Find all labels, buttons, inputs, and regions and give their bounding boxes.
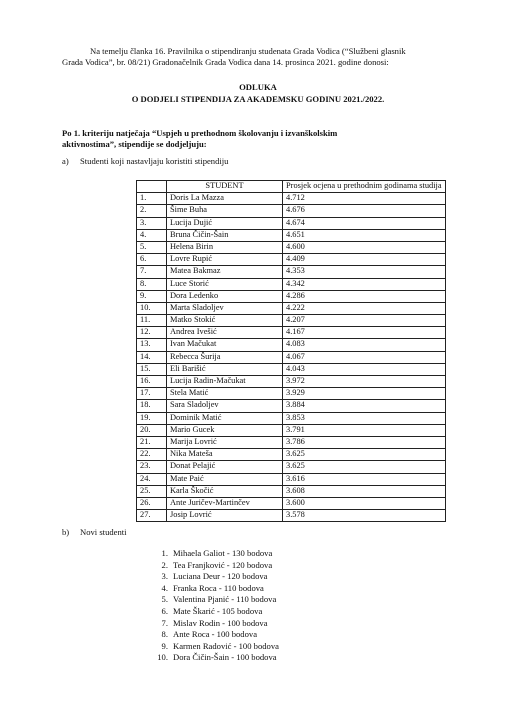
student-name: Josip Lovrić <box>167 510 283 522</box>
grade-average: 4.676 <box>283 205 446 217</box>
table-row <box>137 473 446 485</box>
new-students-list <box>146 548 279 664</box>
grade-average: 4.222 <box>283 302 446 314</box>
table-body <box>137 193 446 522</box>
row-number: 23. <box>137 461 167 473</box>
table-row <box>137 510 446 522</box>
table-row <box>137 254 446 266</box>
row-number: 26. <box>137 497 167 509</box>
decision-subtitle: O DODJELI STIPENDIJA ZA AKADEMSKU GODINU 2021./2022. <box>131 94 385 104</box>
table-row <box>137 266 446 278</box>
list-item-text: Tea Franjković - 120 bodova <box>173 559 273 570</box>
grade-average: 4.207 <box>283 315 446 327</box>
list-item <box>146 652 279 664</box>
grade-average: 3.853 <box>283 412 446 424</box>
list-item-number: 1. <box>161 548 168 558</box>
student-name: Donat Pelajić <box>167 461 283 473</box>
list-item-text: Dora Čičin-Šain - 100 bodova <box>173 652 277 663</box>
student-name: Nika Mateša <box>167 449 283 461</box>
row-number: 27. <box>137 510 167 522</box>
student-name: Ivan Mačukat <box>167 339 283 351</box>
row-number: 17. <box>137 388 167 400</box>
table-row <box>137 327 446 339</box>
row-number: 19. <box>137 412 167 424</box>
table-row <box>137 229 446 241</box>
student-name: Bruna Čičin-Šain <box>167 229 283 241</box>
row-number: 6. <box>137 254 167 266</box>
table-row <box>137 217 446 229</box>
intro-line-1: Na temelju članka 16. Pravilnika o stipendiranju studenata Grada Vodica (“Službeni glasnik <box>90 46 406 56</box>
grade-average: 3.791 <box>283 424 446 436</box>
section-a-letter: a) <box>62 156 69 166</box>
list-item-number: 10. <box>157 652 168 663</box>
table-row <box>137 388 446 400</box>
student-name: Ante Juričev-Martinčev <box>167 497 283 509</box>
list-item <box>146 641 279 653</box>
row-number: 21. <box>137 436 167 448</box>
section-b-label: Novi studenti <box>80 527 127 537</box>
row-number: 18. <box>137 400 167 412</box>
student-name: Andrea Ivešić <box>167 327 283 339</box>
row-number: 5. <box>137 241 167 253</box>
grade-average: 3.625 <box>283 449 446 461</box>
list-item-text: Ante Roca - 100 bodova <box>173 629 258 640</box>
intro-line-2: Grada Vodica”, br. 08/21) Gradonačelnik Grada Vodica dana 14. prosinca 2021. godine donosi: <box>62 57 389 67</box>
criterion-line-1: Po 1. kriteriju natječaja “Uspjeh u prethodnom školovanju i izvanškolskim <box>62 128 338 138</box>
grade-average: 3.608 <box>283 485 446 497</box>
list-item-text: Mihaela Galiot - 130 bodova <box>173 548 273 558</box>
table-row <box>137 205 446 217</box>
list-item <box>146 629 279 641</box>
row-number: 8. <box>137 278 167 290</box>
list-item <box>146 583 279 595</box>
section-b-letter: b) <box>62 527 70 537</box>
row-number: 16. <box>137 376 167 388</box>
row-number: 7. <box>137 266 167 278</box>
grade-average: 3.929 <box>283 388 446 400</box>
list-item-text: Karmen Radović - 100 bodova <box>173 640 279 651</box>
list-item-number: 6. <box>161 605 168 616</box>
header-grade-average: Prosjek ocjena u prethodnim godinama studija <box>283 181 446 193</box>
grade-average: 4.674 <box>283 217 446 229</box>
row-number: 20. <box>137 424 167 436</box>
list-item <box>146 548 279 560</box>
row-number: 24. <box>137 473 167 485</box>
table-row <box>137 241 446 253</box>
table-row <box>137 278 446 290</box>
student-name: Luce Storić <box>167 278 283 290</box>
criterion-paragraph <box>62 128 442 150</box>
student-name: Matko Stokić <box>167 315 283 327</box>
row-number: 4. <box>137 229 167 241</box>
table-row <box>137 290 446 302</box>
list-item-text: Valentina Pjanić - 110 bodova <box>173 594 277 605</box>
student-name: Helena Birin <box>167 241 283 253</box>
grade-average: 3.884 <box>283 400 446 412</box>
row-number: 25. <box>137 485 167 497</box>
decision-title: ODLUKA <box>239 82 277 92</box>
grade-average: 3.616 <box>283 473 446 485</box>
table-row <box>137 315 446 327</box>
list-item-number: 2. <box>161 559 168 570</box>
student-name: Lucija Radin-Mačukat <box>167 376 283 388</box>
student-name: Mate Paić <box>167 473 283 485</box>
grade-average: 4.167 <box>283 327 446 339</box>
student-name: Sara Sladoljev <box>167 400 283 412</box>
list-item-number: 9. <box>161 640 168 651</box>
table-header-row <box>137 181 446 193</box>
header-number-cell <box>137 181 167 193</box>
table-row <box>137 363 446 375</box>
list-item-number: 3. <box>161 571 168 582</box>
grade-average: 4.353 <box>283 266 446 278</box>
header-student: STUDENT <box>167 181 283 193</box>
section-b-heading <box>62 528 127 538</box>
list-item <box>146 560 279 572</box>
grade-average: 3.578 <box>283 510 446 522</box>
grade-average: 4.286 <box>283 290 446 302</box>
table-row <box>137 412 446 424</box>
row-number: 10. <box>137 302 167 314</box>
table-row <box>137 424 446 436</box>
table-row <box>137 351 446 363</box>
table-row <box>137 302 446 314</box>
list-item-text: Mislav Rodin - 100 bodova <box>173 617 268 628</box>
row-number: 13. <box>137 339 167 351</box>
row-number: 2. <box>137 205 167 217</box>
grade-average: 4.083 <box>283 339 446 351</box>
table-row <box>137 436 446 448</box>
table-row <box>137 449 446 461</box>
table-row <box>137 461 446 473</box>
grade-average: 3.625 <box>283 461 446 473</box>
row-number: 9. <box>137 290 167 302</box>
criterion-line-2: aktivnostima”, stipendije se dodjeljuju: <box>62 139 207 149</box>
student-name: Mario Gucek <box>167 424 283 436</box>
student-name: Matea Bakmaz <box>167 266 283 278</box>
list-item-number: 7. <box>161 617 168 628</box>
list-item <box>146 618 279 630</box>
list-item-number: 8. <box>161 629 168 640</box>
grade-average: 4.067 <box>283 351 446 363</box>
student-name: Dominik Matić <box>167 412 283 424</box>
student-name: Dora Ledenko <box>167 290 283 302</box>
list-item-number: 5. <box>161 594 168 605</box>
row-number: 12. <box>137 327 167 339</box>
student-name: Karla Škočić <box>167 485 283 497</box>
grade-average: 4.712 <box>283 193 446 205</box>
intro-paragraph <box>62 46 454 68</box>
row-number: 22. <box>137 449 167 461</box>
student-name: Marta Sladoljev <box>167 302 283 314</box>
student-name: Rebecca Šurija <box>167 351 283 363</box>
student-name: Lovre Rupić <box>167 254 283 266</box>
grade-average: 3.600 <box>283 497 446 509</box>
list-item <box>146 571 279 583</box>
table-row <box>137 193 446 205</box>
grade-average: 3.786 <box>283 436 446 448</box>
list-item <box>146 594 279 606</box>
student-name: Eli Barišić <box>167 363 283 375</box>
grade-average: 4.342 <box>283 278 446 290</box>
grade-average: 4.409 <box>283 254 446 266</box>
section-a-label: Studenti koji nastavljaju koristiti stipendiju <box>80 156 229 166</box>
row-number: 1. <box>137 193 167 205</box>
list-item-number: 4. <box>161 582 168 593</box>
grade-average: 4.043 <box>283 363 446 375</box>
table-row <box>137 339 446 351</box>
grade-average: 4.651 <box>283 229 446 241</box>
list-item <box>146 606 279 618</box>
section-a-heading <box>62 157 228 167</box>
table-row <box>137 376 446 388</box>
student-name: Šime Buha <box>167 205 283 217</box>
list-item-text: Mate Škarić - 105 bodova <box>173 605 263 616</box>
row-number: 3. <box>137 217 167 229</box>
student-name: Lucija Dujić <box>167 217 283 229</box>
grade-average: 3.972 <box>283 376 446 388</box>
table-row <box>137 497 446 509</box>
student-name: Stela Matić <box>167 388 283 400</box>
scholarship-table <box>136 180 446 522</box>
table-row <box>137 485 446 497</box>
list-item-text: Luciana Deur - 120 bodova <box>173 571 268 582</box>
list-item-text: Franka Roca - 110 bodova <box>173 582 264 593</box>
grade-average: 4.600 <box>283 241 446 253</box>
student-name: Doris La Mazza <box>167 193 283 205</box>
table-row <box>137 400 446 412</box>
student-name: Marija Lovrić <box>167 436 283 448</box>
row-number: 11. <box>137 315 167 327</box>
row-number: 14. <box>137 351 167 363</box>
row-number: 15. <box>137 363 167 375</box>
